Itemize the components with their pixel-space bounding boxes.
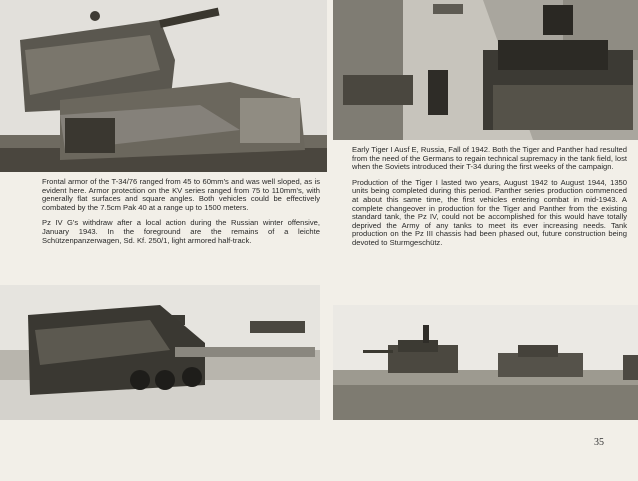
photo-halftrack-image [0, 285, 320, 420]
caption-block-right [352, 146, 627, 255]
photo-tigers-field-image [333, 305, 638, 420]
caption-block-left [42, 178, 320, 252]
photo-tigers-field [333, 305, 638, 420]
photo-tiger-road-image [333, 0, 638, 140]
caption-tiger-early: Early Tiger I Ausf E, Russia, Fall of 1942. Both the Tiger and Panther had resulted from the need of the Germans to regain technical supremacy in the tank field, lost when the Soviets introduced their T-34 during the first weeks of the campaign. [352, 145, 627, 172]
page-number: 35 [594, 437, 604, 448]
caption-t34: Frontal armor of the T-34/76 ranged from 45 to 60mm's and was well sloped, as is evident here. Armor protection on the KV series ranged from 75 to 110mm's, with generally flat surfaces and square angles. Both vehicles could be effectively combated by the 7.5cm Pak 40 at a range up to 1500 meters. [42, 177, 320, 212]
photo-t34-image [0, 0, 327, 172]
photo-tiger-road [333, 0, 638, 140]
photo-t34 [0, 0, 327, 172]
caption-production: Production of the Tiger I lasted two years, August 1942 to August 1944, 1350 units being completed during this period. Panther series production commenced at about this same time, the first vehicles entering combat in mid-1943. A complete changeover in production for the Tiger and Panther from the existing standard tank, the Pz IV, could not be accomplished for this would have totally deprived the Army of any tanks to meet its ever increasing needs. Tank production on the Pz III chassis had been phased out, future construction being devoted to Sturmgeschütz. [352, 177, 627, 247]
caption-pz4: Pz IV G's withdraw after a local action during the Russian winter offensive, January 1943. In the foreground are the remains of a leichte Schützenpanzerwagen, Sd. Kf. 250/1, light armored half-track. [42, 218, 320, 245]
photo-halftrack [0, 285, 320, 420]
